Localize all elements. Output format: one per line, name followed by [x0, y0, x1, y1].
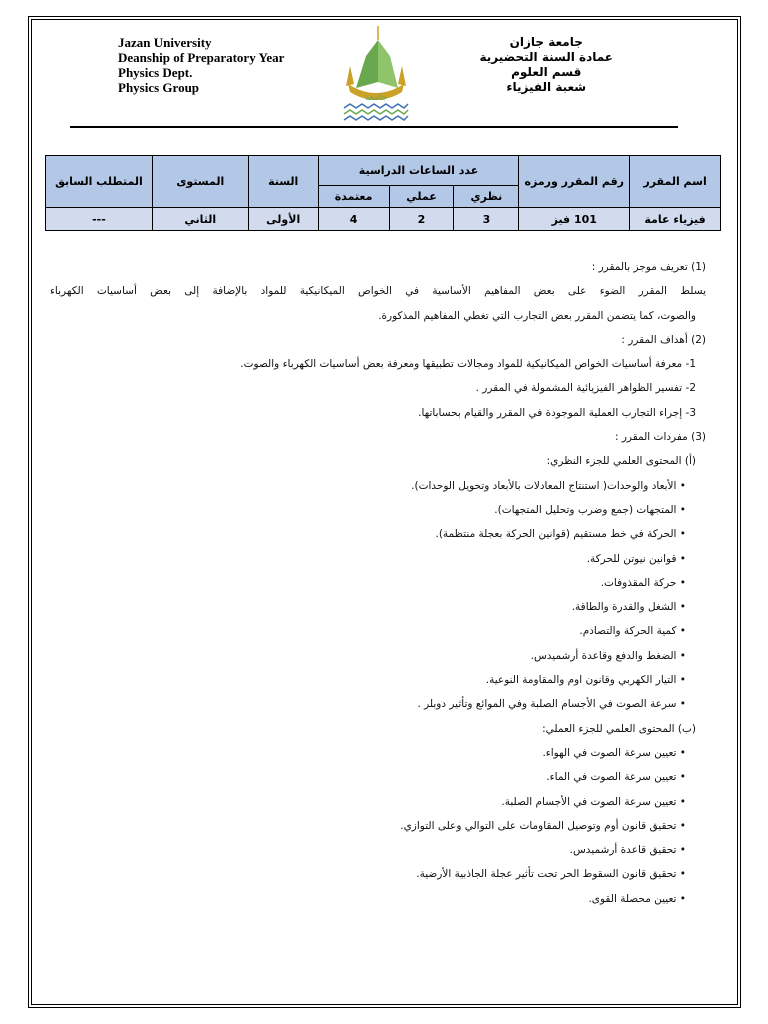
header-practical: عملي — [389, 186, 454, 208]
section-3-title: (3) مفردات المقرر : — [614, 431, 706, 444]
course-description — [50, 255, 706, 911]
header-course-name: اسم المقرر — [630, 156, 721, 208]
theory-item: • التيار الكهربي وقانون اوم والمقاومة النوعية. — [50, 668, 706, 692]
jazan-university-logo-icon — [336, 26, 416, 122]
practical-item: • تحقيق قانون أوم وتوصيل المقاومات على التوالي وعلى التوازي. — [50, 814, 706, 838]
group-name-en: Physics Group — [118, 80, 200, 95]
header-english — [118, 35, 284, 95]
practical-item: • تعيين سرعة الصوت في الماء. — [50, 765, 706, 789]
deanship-name-en: Deanship of Preparatory Year — [118, 50, 285, 65]
section-1-paragraph-line-2: والصوت، كما يتضمن المقرر بعض التجارب التي تغطي المفاهيم المذكورة. — [378, 309, 696, 322]
section-1-title: (1) تعريف موجز بالمقرر : — [591, 261, 706, 273]
header-credit: معتمدة — [318, 186, 389, 208]
theory-item: • كمية الحركة والتصادم. — [50, 619, 706, 643]
department-name-en: Physics Dept. — [118, 65, 193, 80]
theory-item: • الشغل والقدرة والطاقة. — [50, 595, 706, 619]
practical-content-title: (ب) المحتوى العلمي للجزء العملي: — [542, 722, 696, 735]
header-hours: عدد الساعات الدراسية — [318, 156, 519, 186]
university-name-ar: جامعة جازان — [509, 35, 583, 49]
svg-text:جامعة: جامعة — [364, 93, 388, 103]
goal-item: 1- معرفة أساسيات الخواص الميكانيكية للمواد ومجالات تطبيقها ومعرفة بعض أساسيات الكهرباء والصوت. — [240, 358, 696, 371]
course-info-table — [45, 155, 721, 231]
theory-item: • الضغط والدفع وقاعدة أرشميدس. — [50, 644, 706, 668]
header-arabic — [480, 35, 614, 95]
cell-course-name: فيزياء عامة — [630, 208, 721, 231]
section-1-paragraph-line-1: يسلط المقرر الضوء على بعض المفاهيم الأساسية في الخواص الميكانيكية للمواد بالإضافة إلى بعض أساسيات الكهرباء — [50, 285, 706, 298]
header-level: المستوى — [152, 156, 248, 208]
theory-item: • الحركة في خط مستقيم (قوانين الحركة بعجلة منتظمة). — [50, 522, 706, 546]
section-2-title: (2) أهداف المقرر : — [621, 333, 706, 346]
theory-item: • حركة المقذوفات. — [50, 571, 706, 595]
header-prerequisite: المتطلب السابق — [46, 156, 153, 208]
cell-prerequisite: --- — [46, 208, 153, 231]
header-year: السنة — [248, 156, 318, 208]
practical-item: • تعيين سرعة الصوت في الأجسام الصلبة. — [50, 790, 706, 814]
deanship-name-ar: عمادة السنة التحضيرية — [479, 50, 613, 64]
department-name-ar: قسم العلوم — [511, 65, 582, 79]
header-divider — [70, 126, 678, 128]
practical-item: • تحقيق قانون السقوط الحر تحت تأثير عجلة الجاذبية الأرضية. — [50, 862, 706, 886]
header-theory: نظري — [454, 186, 519, 208]
theory-item: • المتجهات (جمع وضرب وتحليل المتجهات). — [50, 498, 706, 522]
goal-item: 2- تفسير الظواهر الفيزيائية المشمولة في المقرر . — [475, 382, 696, 395]
cell-practical: 2 — [389, 208, 454, 231]
cell-level: الثاني — [152, 208, 248, 231]
theory-content-title: (أ) المحتوى العلمي للجزء النظري: — [546, 455, 696, 468]
group-name-ar: شعبة الفيزياء — [506, 80, 587, 94]
university-name-en: Jazan University — [118, 35, 212, 50]
cell-theory: 3 — [454, 208, 519, 231]
theory-item: • قوانين نيوتن للحركة. — [50, 547, 706, 571]
practical-item: • تعيين سرعة الصوت في الهواء. — [50, 741, 706, 765]
cell-credit: 4 — [318, 208, 389, 231]
theory-item: • سرعة الصوت في الأجسام الصلبة وفي الموائع وتأثير دوبلر . — [50, 692, 706, 716]
practical-item: • تحقيق قاعدة أرشميدس. — [50, 838, 706, 862]
theory-item: • الأبعاد والوحدات( استنتاج المعادلات بالأبعاد وتحويل الوحدات). — [50, 474, 706, 498]
practical-item: • تعيين محصلة القوى. — [50, 887, 706, 911]
goal-item: 3- إجراء التجارب العملية الموجودة في المقرر والقيام بحساباتها. — [418, 406, 696, 419]
cell-year: الأولى — [248, 208, 318, 231]
cell-course-code: 101 فيز — [519, 208, 630, 231]
header-course-code: رقم المقرر ورمزه — [519, 156, 630, 208]
